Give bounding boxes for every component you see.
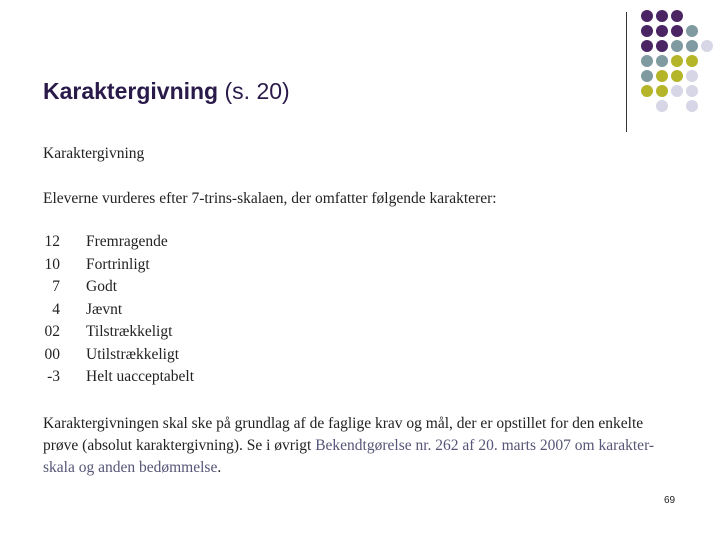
grade-scale-list: [43, 233, 343, 391]
dot: [686, 70, 698, 82]
dot: [686, 25, 698, 37]
dot: [671, 25, 683, 37]
paragraph-line: Karaktergivningen skal ske på grundlag af de faglige krav og mål, der er opstillet for den enkelte: [43, 415, 644, 432]
grade-label: Fortrinligt: [86, 255, 150, 273]
document-paragraph: [43, 413, 693, 479]
dot: [686, 100, 698, 112]
grade-label: Tilstrækkeligt: [86, 323, 173, 340]
grade-label: Fremragende: [86, 233, 168, 250]
dot: [641, 25, 653, 37]
dot: [671, 40, 683, 52]
grade-number: 4: [52, 300, 60, 318]
grade-number: 10: [44, 255, 60, 273]
grade-number: 02: [44, 323, 60, 340]
grade-label: Helt uacceptabelt: [86, 368, 195, 385]
grade-label: Utilstrækkeligt: [86, 345, 179, 363]
regulation-link[interactable]: Bekendtgørelse nr. 262 af 20. marts 2007 om karakter-: [315, 437, 655, 454]
dot: [701, 40, 713, 52]
dot: [671, 10, 683, 22]
document-heading: Karaktergivning: [43, 145, 145, 162]
grade-number: 00: [44, 345, 60, 363]
dot: [686, 55, 698, 67]
title-rest: (s. 20): [218, 78, 290, 104]
grade-row: [43, 323, 343, 346]
paragraph-text: .: [217, 459, 222, 476]
dot: [656, 55, 668, 67]
page-number: 69: [664, 495, 676, 506]
dot: [671, 70, 683, 82]
dot: [641, 55, 653, 67]
document-intro: Eleverne vurderes efter 7-trins-skalaen, der omfatter følgende karakterer:: [43, 190, 497, 207]
regulation-link[interactable]: skala og anden bedømmelse: [43, 459, 218, 476]
grade-label: Jævnt: [86, 300, 123, 318]
dot: [656, 100, 668, 112]
dot: [656, 10, 668, 22]
dot: [656, 85, 668, 97]
dot: [656, 25, 668, 37]
slide-title: [43, 78, 290, 105]
dot: [671, 55, 683, 67]
dot: [671, 85, 683, 97]
grade-number: -3: [47, 368, 60, 385]
grade-row: [43, 233, 343, 256]
grade-number: 7: [52, 278, 60, 295]
paragraph-line: [43, 457, 693, 479]
dot: [641, 10, 653, 22]
dot: [641, 70, 653, 82]
dot: [656, 70, 668, 82]
grade-row: [43, 301, 343, 324]
grade-row: [43, 256, 343, 279]
paragraph-line: [43, 435, 693, 457]
dot: [641, 40, 653, 52]
dot: [686, 85, 698, 97]
title-bold: Karaktergivning: [43, 78, 219, 104]
dot: [641, 85, 653, 97]
paragraph-text: prøve (absolut karaktergivning). Se i øvrigt: [43, 437, 316, 454]
dot: [656, 40, 668, 52]
grade-row: [43, 368, 343, 391]
grade-row: [43, 278, 343, 301]
dot: [686, 40, 698, 52]
title-divider-line: [626, 12, 627, 132]
grade-row: [43, 346, 343, 369]
grade-number: 12: [44, 233, 60, 250]
grade-label: Godt: [86, 278, 117, 295]
